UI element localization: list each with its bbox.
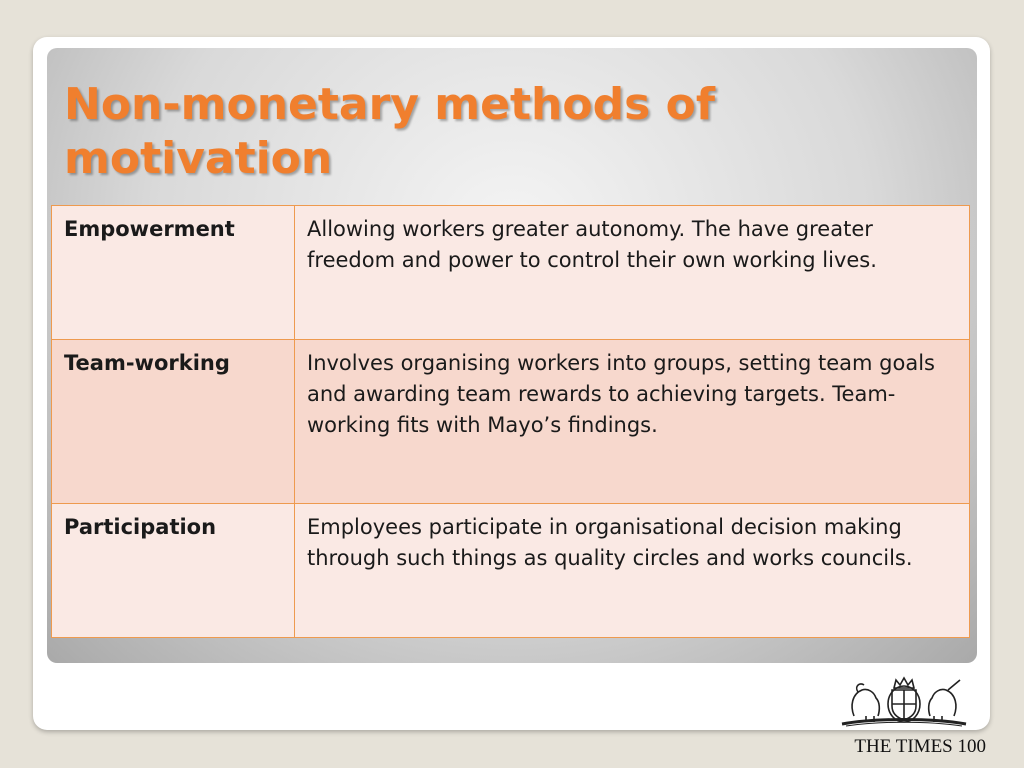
- motivation-methods-table: [51, 205, 970, 638]
- slide-title: Non-monetary methods of motivation: [64, 79, 715, 184]
- row-term: Participation: [52, 504, 295, 638]
- table-row: [52, 206, 970, 340]
- table-row: [52, 340, 970, 504]
- footer-brand: THE TIMES 100: [854, 736, 986, 757]
- row-term: Empowerment: [52, 206, 295, 340]
- row-description: Employees participate in organisational decision making through such things as quality circles and works councils.: [295, 504, 970, 638]
- row-term: Team-working: [52, 340, 295, 504]
- table-row: [52, 504, 970, 638]
- royal-coat-of-arms-icon: [836, 676, 972, 728]
- row-description: Allowing workers greater autonomy. The have greater freedom and power to control their own working lives.: [295, 206, 970, 340]
- row-description: Involves organising workers into groups, setting team goals and awarding team rewards to achieving targets. Team-working fits with Mayo’s findings.: [295, 340, 970, 504]
